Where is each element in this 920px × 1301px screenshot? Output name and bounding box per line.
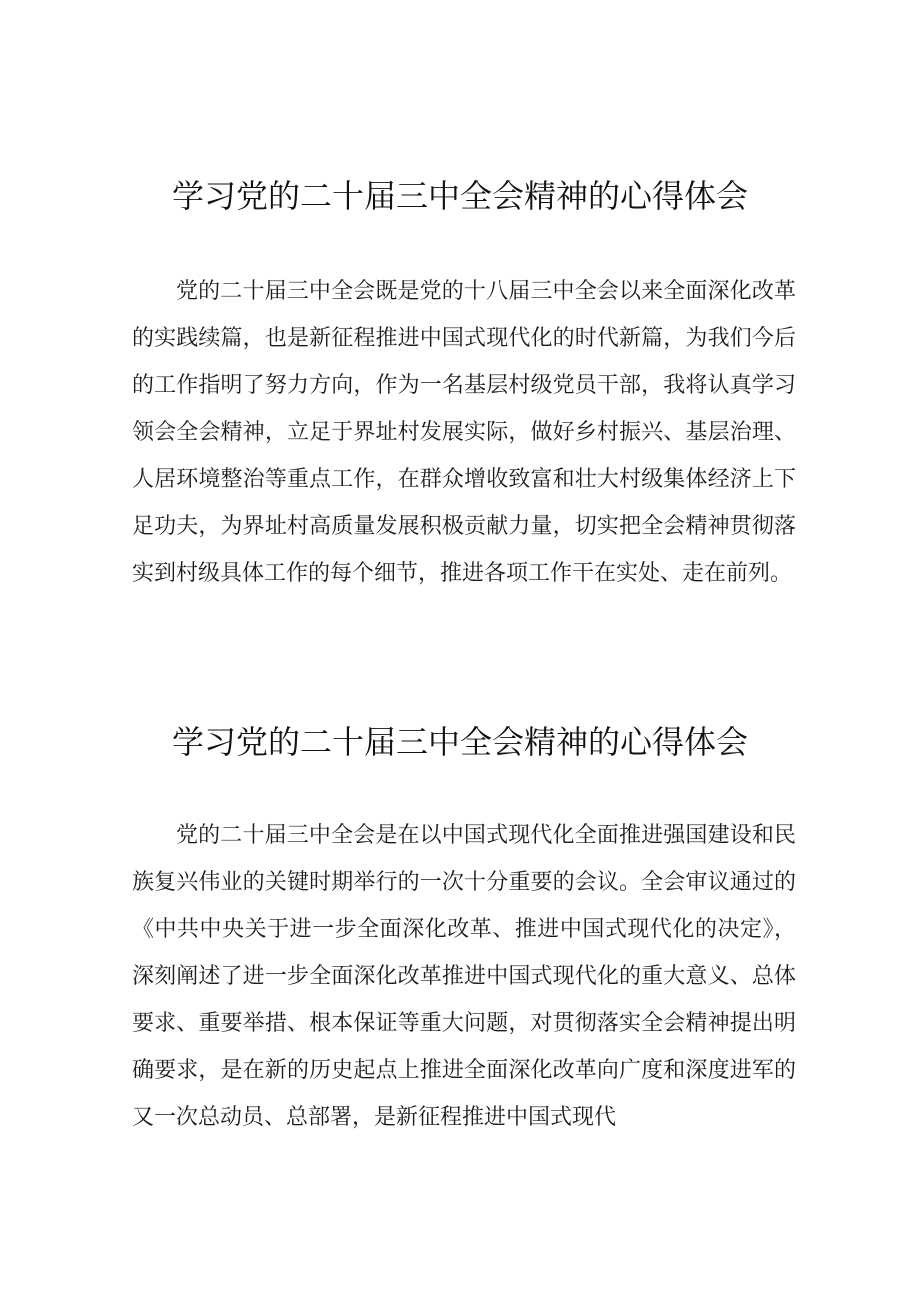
section-title-2: 学习党的二十届三中全会精神的心得体会	[171, 723, 748, 761]
section-body-1: 党的二十届三中全会既是党的十八届三中全会以来全面深化改革的实践续篇，也是新征程推进中国式现代化的时代新篇，为我们今后的工作指明了努力方向，作为一名基层村级党员干部，我将认真学习领会全会精神，立足于界址村发展实际，做好乡村振兴、基层治理、人居环境整治等重点工作，在群众增收致富和壮大村级集体经济上下足功夫，为界址村高质量发展积极贡献力量，切实把全会精神贯彻落实到村级具体工作的每个细节，推进各项工作干在实处、走在前列。	[132, 279, 796, 586]
section-title-1: 学习党的二十届三中全会精神的心得体会	[171, 177, 748, 215]
section-body-2: 党的二十届三中全会是在以中国式现代化全面推进强国建设和民族复兴伟业的关键时期举行的一次十分重要的会议。全会审议通过的《中共中央关于进一步全面深化改革、推进中国式现代化的决定》，深刻阐述了进一步全面深化改革推进中国式现代化的重大意义、总体要求、重要举措、根本保证等重大问题，对贯彻落实全会精神提出明确要求，是在新的历史起点上推进全面深化改革向广度和深度进军的又一次总动员、总部署，是新征程推进中国式现代	[132, 823, 796, 1130]
